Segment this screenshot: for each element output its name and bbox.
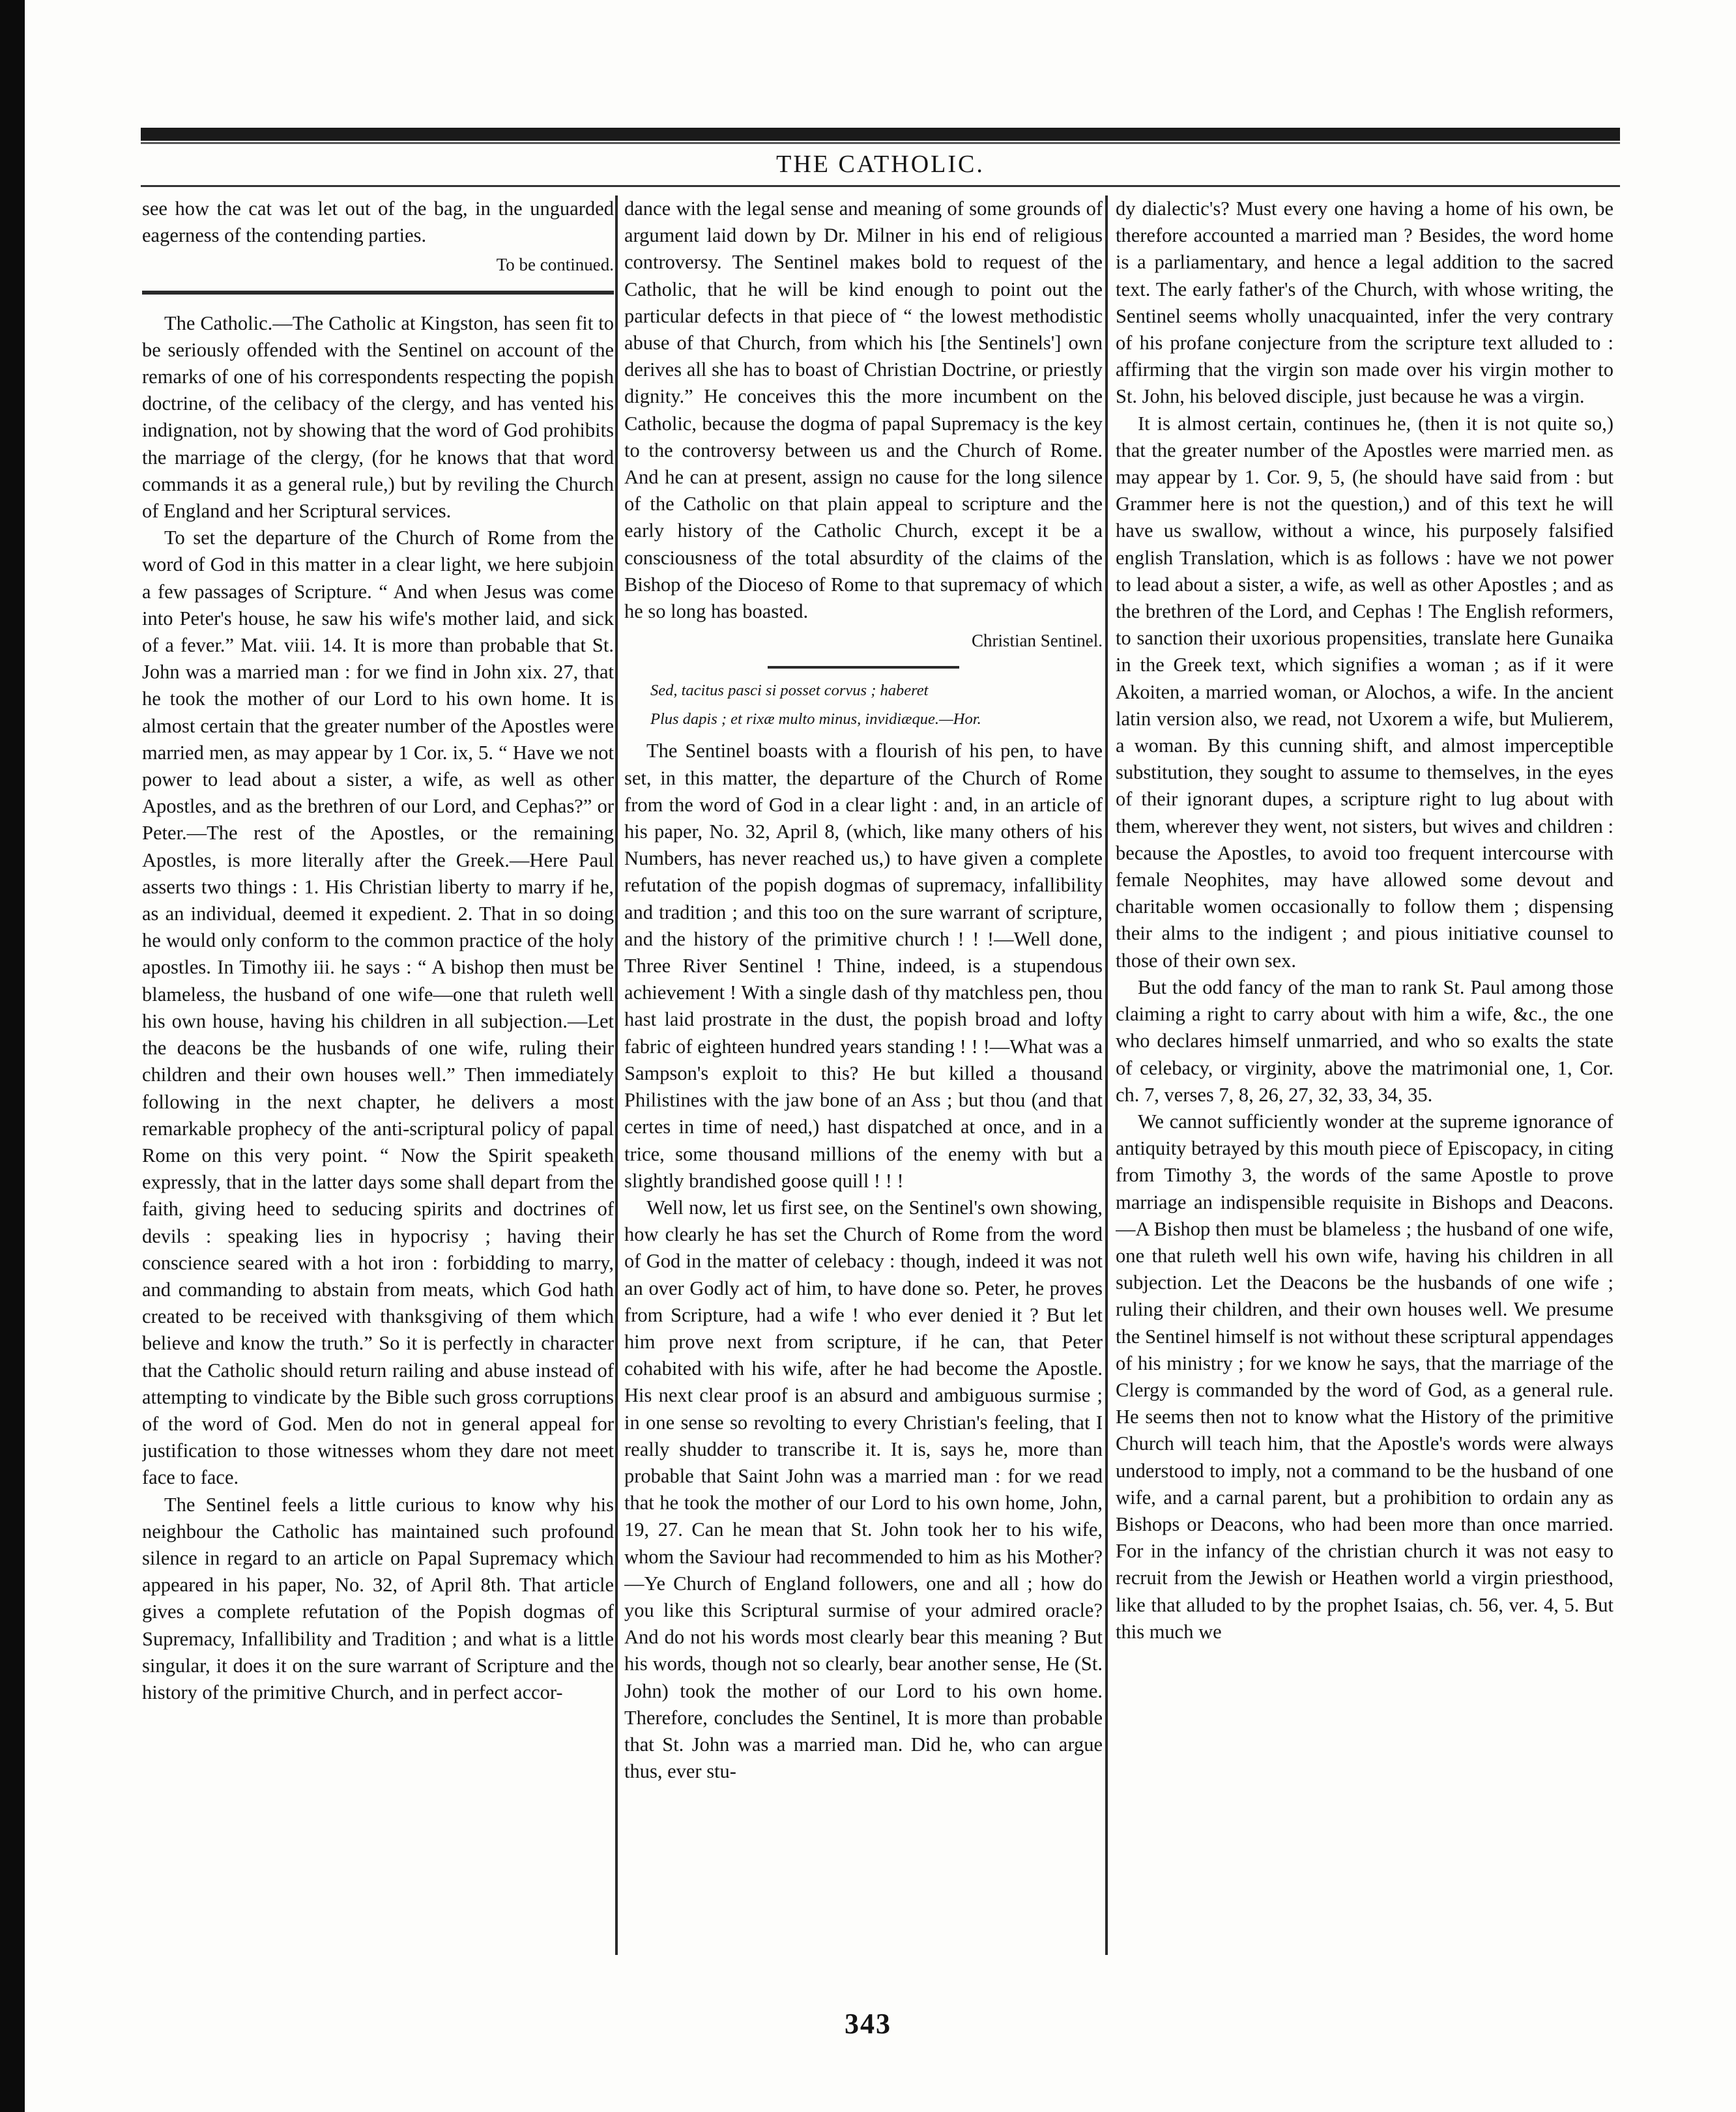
separator-rule <box>768 666 959 669</box>
head-rule <box>141 185 1620 187</box>
to-be-continued: To be continued. <box>496 255 614 275</box>
paragraph: dy dialectic's? Must every one having a home of his own, be therefore accounted a married man ? Besides, the word home is a parliamentary, and hence a legal addition to the sacred text. The early father's of the Church, with whose writing, the Sentinel seems wholly unacquainted, infer the very contrary of his profane conjecture from the scripture text alluded to : affirming that the virgin son made over his virgin mother to St. John, his beloved disciple, just because he was a virgin. <box>1116 197 1613 408</box>
running-head: THE CATHOLIC. <box>776 151 985 178</box>
column-3 <box>1116 195 1613 1955</box>
epigraph-line: Sed, tacitus pasci si posset corvus ; haberet <box>650 682 929 700</box>
paragraph: To set the departure of the Church of Rome from the word of God in this matter in a clear light, we here subjoin a few passages of Scripture. “ And when Jesus was come into Peter's house, he saw his wife's mother laid, and sick of a fever.” Mat. viii. 14. It is more than probable that St. John was a married man : for we find in John xix. 27, that he took the mother of our Lord to his own home. It is almost certain that the greater number of the Apostles were married men, as may appear by 1 Cor. ix, 5. “ Have we not power to lead about a sister, a wife, as well as other Apostles, and as the brethren of our Lord, and Cephas?” or Peter.—The rest of the Apostles, or the remaining Apostles, is more literally after the Greek.—Here Paul asserts two things : 1. His Christian liberty to marry if he, as an individual, deemed it expedient. 2. That in so doing he would only conform to the common practice of the holy apostles. In Timothy iii. he says : “ A bishop then must be blameless, the husband of one wife—one that ruleth well his own house, having his children in all subjection.—Let the deacons be the husbands of one wife, ruling their children and their own houses well.” Then immediately following in the next chapter, he delivers a most remarkable prophecy of the anti-scriptural policy of papal Rome on this very point. “ Now the Spirit speaketh expressly, that in the latter days some shall depart from the faith, giving heed to seducing spirits and doctrines of devils : speaking lies in hypocrisy ; having their conscience seared with a hot iron : forbidding to marry, and commanding to abstain from meats, which God hath created to be received with thanksgiving of them which believe and know the truth.” So it is perfectly in character that the Catholic should return railing and abuse instead of attempting to vindicate by the Bible such gross corruptions of the word of God. Men do not in general appeal for justification to those witnesses whom they dare not meet face to face. <box>142 527 614 1489</box>
epigraph-line: Plus dapis ; et rixæ multo minus, invidiæque.—Hor. <box>650 710 981 729</box>
paragraph: The Sentinel feels a little curious to know why his neighbour the Catholic has maintained such profound silence in regard to an article on Papal Supremacy which appeared in his paper, No. 32, of April 8th. That article gives a complete refutation of the Popish dogmas of Supremacy, Infallibility and Tradition ; and what is a little singular, it does it on the sure warrant of Scripture and the history of the primitive Church, and in perfect accor- <box>142 1493 614 1703</box>
paragraph: The Sentinel boasts with a flourish of his pen, to have set, in this matter, the departure of the Church of Rome from the word of God in a clear light : and, in an article of his paper, No. 32, April 8, (which, like many others of his Numbers, has never reached us,) to have given a complete refutation of the popish dogmas of supremacy, infallibility and tradition ; and this too on the sure warrant of scripture, and the history of the primitive church ! ! !—Well done, Three River Sentinel ! Thine, indeed, is a stupendous achievement ! With a single dash of thy matchless pen, thou hast laid prostrate in the dust, the popish broad and lofty fabric of eighteen hundred years standing ! ! !—What was a Sampson's exploit to this? He but killed a thousand Philistines with the jaw bone of an Ass ; but thou (and that certes in time of need,) hast dispatched at once, and in a trice, some thousand millions of the enemy with but a slightly brandished goose quill ! ! ! <box>624 740 1103 1192</box>
paragraph: see how the cat was let out of the bag, in the unguarded eagerness of the contending parties. <box>142 197 614 247</box>
paragraph: dance with the legal sense and meaning of some grounds of argument laid down by Dr. Milner in his end of religious controversy. The Sentinel makes bold to request of the Catholic, that he will be kind enough to point out the particular defects in that piece of “ the lowest methodistic abuse of that Church, from which his [the Sentinels'] own derives all she has to boast of Christian Doctrine, or priestly dignity.” He conceives this the more incumbent on the Catholic, because the dogma of papal Supremacy is the key to the controversy between us and the Church of Rome. And he can at present, assign no cause for the long silence of the Catholic on that plain appeal to scripture and the early history of the Catholic Church, except it be a consciousness of the total absurdity of the claims of the Bishop of the Dioceso of Rome to that supremacy of which he so long has boasted. <box>624 197 1103 623</box>
top-heavy-rule <box>141 128 1620 141</box>
paragraph: Well now, let us first see, on the Sentinel's own showing, how clearly he has set the Church of Rome from the word of God in the matter of celebacy : though, indeed it was not an over Godly act of him, to have done so. Peter, he proves from Scripture, had a wife ! who ever denied it ? But let him prove next from scripture, if he can, that Peter cohabited with his wife, after he had become the Apostle. His next clear proof is an absurd and ambiguous surmise ; in one sense so revolting to every Christian's feeling, that I really shudder to transcribe it. It is, says he, more than probable that Saint John was a married man : for we read that he took the mother of our Lord to his own home, John, 19, 27. Can he mean that St. John took her to his wife, whom the Saviour had recommended to him as his Mother?—Ye Church of England followers, one and all ; how do you like this Scriptural surmise of your admired oracle? And do not his words most clearly bear this meaning ? But his words, though not so clearly, bear another sense, He (St. John) took the mother of our Lord to his own home. Therefore, concludes the Sentinel, It is more than probable that St. John was a married man. Did he, who can argue thus, ever stu- <box>624 1196 1103 1783</box>
signature: Christian Sentinel. <box>972 631 1103 651</box>
page-number: 343 <box>845 2008 891 2040</box>
paragraph: But the odd fancy of the man to rank St. Paul among those claiming a right to carry about with him a wife, &c., the one who declares himself unmarried, and who so exalts the state of celebacy, or virginity, above the matrimonial one, 1, Cor. ch. 7, verses 7, 8, 26, 27, 32, 33, 34, 35. <box>1116 976 1613 1106</box>
column-1 <box>142 195 614 1955</box>
column-rule <box>1105 195 1108 1955</box>
column-2 <box>624 195 1103 1955</box>
paragraph: It is almost certain, continues he, (then it is not quite so,) that the greater number of the Apostles were married men. as may appear by 1. Cor. 9, 5, (he should have said from : but Grammer here is not the question,) and of this text he will have us swallow, without a wince, his purposely falsified english Translation, which is as follows : have we not power to lead about a sister, a wife, as well as other Apostles ; and as the brethren of the Lord, and Cephas ! The English reformers, to sanction their uxorious propensities, translate here Gunaika in the Greek text, which signifies a woman ; as if it were Akoiten, a married woman, or Alochos, a wife. In the ancient latin version also, we read, not Uxorem a wife, but Mulierem, a woman. By this cunning shift, and almost imperceptible substitution, they sought to assume to themselves, in the eyes of their ignorant dupes, a scripture right to lug about with them, wherever they went, not sisters, but wives and children : because the Apostles, to avoid too frequent intercourse with female Neophites, may have allowed some devout and charitable women occasionally to follow them ; dispensing their alms to the indigent ; and pious initiative counsel to those of their own sex. <box>1116 412 1613 972</box>
separator-rule <box>142 291 614 295</box>
paragraph: We cannot sufficiently wonder at the supreme ignorance of antiquity betrayed by this mouth piece of Episcopacy, in citing from Timothy 3, the words of the same Apostle to prove marriage an indispensible requisite in Bishops and Deacons.—A Bishop then must be blameless ; the husband of one wife, one that ruleth well his own wife, having his children in all subjection. Let the Deacons be the husbands of one wife ; ruling their children, and their own houses well. We presume the Sentinel himself is not without these scriptural appendages of his ministry ; for we know he says, that the marriage of the Clergy is commanded by the word of God, as a general rule. He seems then not to know what the History of the primitive Church will teach him, that the Apostle's words were always understood to imply, not a command to be the husband of one wife, and a carnal parent, but a prohibition to ordain any as Bishops or Deacons, who had been more than once married. For in the infancy of the christian church it was not easy to recruit from the Jewish or Heathen world a virgin priesthood, like that alluded to by the prophet Isaias, ch. 56, ver. 4, 5. But this much we <box>1116 1110 1613 1643</box>
top-thin-rule <box>141 142 1620 144</box>
column-rule <box>615 195 618 1955</box>
paragraph: The Catholic.—The Catholic at Kingston, has seen fit to be seriously offended with the Sentinel on account of the remarks of one of his correspondents respecting the popish doctrine, of the celibacy of the clergy, and has vented his indignation, not by showing that the word of God prohibits the marriage of the clergy, (for he knows that that word commands it as a general rule,) but by reviling the Church of England and her Scriptural services. <box>142 311 614 523</box>
binding-edge-bar <box>0 0 25 2112</box>
